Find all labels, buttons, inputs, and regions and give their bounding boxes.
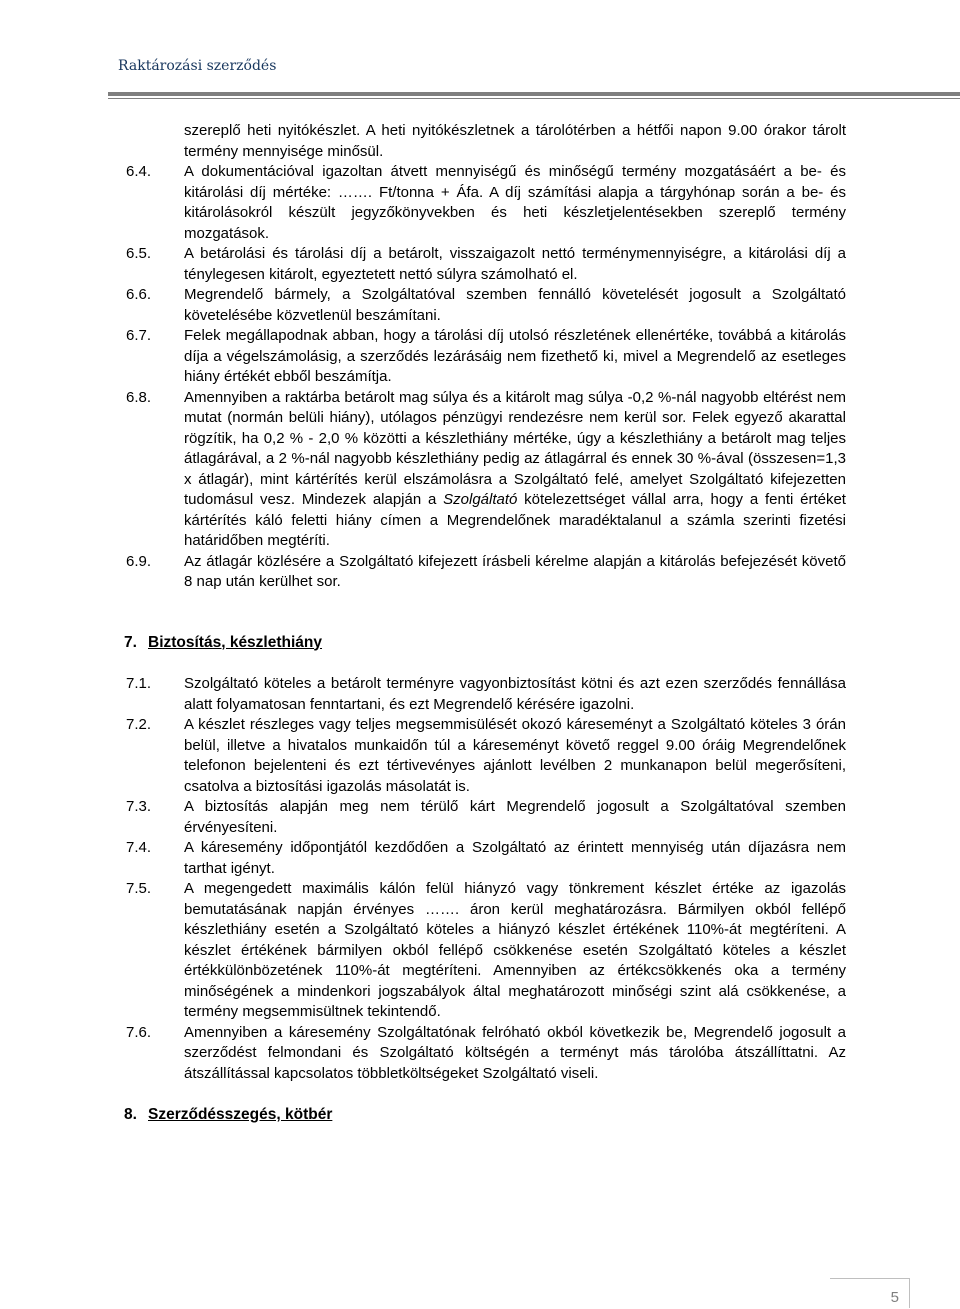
document-header-title: Raktározási szerződés xyxy=(118,58,277,74)
section-number: 8. xyxy=(124,1106,137,1123)
clause-6-7 xyxy=(124,326,846,388)
clause-number: 7.6. xyxy=(126,1023,152,1041)
clause-text: Felek megállapodnak abban, hogy a tárolási díj utolsó részletének ellenértéke, továbbá a kitárolás díja a végelszámolásig, a szerződés lezárásáig nem fizethető ki, mivel a Megrendelő az esetleges hiány értékét ebből beszámítja. xyxy=(184,327,846,385)
section-heading-7 xyxy=(124,633,846,654)
clause-number: 7.1. xyxy=(126,675,152,692)
clause-6-4 xyxy=(124,162,846,244)
section-number: 7. xyxy=(124,633,137,651)
clause-text: A káresemény időpontjától kezdődően a Szolgáltató az érintett mennyiség után díjazásra nem tarthat igényt. xyxy=(184,839,846,877)
clause-text: A betárolási és tárolási díj a betárolt, visszaigazolt nettó terménymennyiségre, a kitárolási díj a ténylegesen kitárolt, egyeztetett nettó súlyra számolható el. xyxy=(184,245,846,283)
document-body xyxy=(124,121,846,1126)
clause-text: Az átlagár közlésére a Szolgáltató kifejezett írásbeli kérelme alapján a kitárolás befejezését követő 8 nap után kerülhet sor. xyxy=(184,552,846,590)
clause-6-5 xyxy=(124,244,846,285)
clause-text-italic: Szolgáltató xyxy=(443,491,518,508)
header-rule-thin xyxy=(108,98,960,99)
section-title: Biztosítás, készlethiány xyxy=(148,633,323,651)
clause-number: 6.7. xyxy=(126,327,152,344)
clause-7-4 xyxy=(124,838,846,879)
clause-6-8 xyxy=(124,388,846,552)
clause-text: A biztosítás alapján meg nem térülő kárt Megrendelő jogosult a Szolgáltatóval szemben érvényesíteni. xyxy=(184,798,846,836)
paragraph-text: szereplő heti nyitókészlet. A heti nyitókészletnek a tárolótérben a hétfői napon 9.00 órakor tárolt termény mennyisége minősül. xyxy=(184,122,846,160)
clause-number: 6.9. xyxy=(126,552,152,570)
page-number: 5 xyxy=(830,1278,910,1308)
clause-7-3 xyxy=(124,797,846,838)
clause-number: 6.6. xyxy=(126,286,152,303)
section-heading-8 xyxy=(124,1105,846,1126)
header-rule xyxy=(108,92,960,96)
clause-text: A megengedett maximális kálón felül hiányzó vagy tönkrement készlet értéke az igazolás bemutatásának napján érvényes ……. áron kerül meghatározásra. Bármilyen okból fellépő készlethiány esetén a Szolgáltató köteles a hiányzó készlet értékének 110%-át megtéríteni. A készlet értékének bármilyen okból fellépő csökkenése esetén Szolgáltató köteles a készlet értékkülönbözetének 110%-át megtéríteni. Amennyiben az értékcsökkenés oka a termény minőségének a mindenkori jogszabályok által meghatározott minőségi szint alá csökkenése, a termény megsemmisültnek tekintendő. xyxy=(184,880,846,1020)
clause-6-9 xyxy=(124,552,846,593)
clause-7-2 xyxy=(124,715,846,797)
clause-text: Szolgáltató köteles a betárolt terményre vagyonbiztosítást kötni és azt ezen szerződés fennállása alatt folyamatosan fenntartani, és ezt Megrendelő kérésére igazolni. xyxy=(184,675,846,713)
clause-number: 6.4. xyxy=(126,163,152,180)
clause-6-6 xyxy=(124,285,846,326)
clause-number: 6.8. xyxy=(126,388,152,406)
clause-7-6 xyxy=(124,1023,846,1085)
clause-number: 7.5. xyxy=(126,880,152,897)
clause-number: 7.2. xyxy=(126,716,152,733)
clause-text-part: kötelezettséget vállal arra, hogy a fenti értéket kártérítés káló feletti hiány címen a Megrendelőnek maradéktalanul a számla szerinti fizetési határidőben megtéríti. xyxy=(184,491,846,549)
clause-text xyxy=(184,388,846,552)
clause-7-1 xyxy=(124,674,846,715)
clause-number: 7.3. xyxy=(126,798,152,815)
clause-text: A dokumentációval igazoltan átvett mennyiségű és minőségű termény mozgatásáért a be- és kitárolási díj mértéke: ……. Ft/tonna + Áfa. A díj számítási alapja a tárgyhónap során a be- és kitárolásokról készült jegyzőkönyvekben és heti készletjelentésekben szereplő termény mozgatások. xyxy=(184,163,846,242)
clause-text: Amennyiben a káresemény Szolgáltatónak felróható okból következik be, Megrendelő jogosult a szerződést felmondani és Szolgáltató költségén a terményt más tárolóba átszállíttatni. Az átszállítással kapcsolatos többletköltségeket Szolgáltató viseli. xyxy=(184,1023,846,1082)
section-title: Szerződésszegés, kötbér xyxy=(148,1106,333,1123)
clause-7-5 xyxy=(124,879,846,1023)
clause-text-part: Amennyiben a raktárba betárolt mag súlya és a kitárolt mag súlya -0,2 %-nál nagyobb eltérést nem mutat (normán belüli hiány), utólagos pénzügyi rendezésre nem kerül sor. Felek egyező akarattal rögzítik, ha 0,2 % - 2,0 % közötti a készlethiány mértéke, úgy a készlethiány a betárolt mag teljes átlagárával, a 2 %-nál nagyobb készlethiány pedig az átlagárral és ennek 30 %-ával (összesen=1,3 x átlagár), mint kártérítés kerül elszámolásra a Szolgáltató felé, amelyet Szolgáltató kifejezetten tudomásul vesz. Mindezek alapján a xyxy=(184,388,846,508)
continuation-paragraph xyxy=(124,121,846,162)
clause-number: 6.5. xyxy=(126,245,152,262)
clause-number: 7.4. xyxy=(126,839,152,856)
clause-text: A készlet részleges vagy teljes megsemmisülését okozó káreseményt a Szolgáltató köteles 3 órán belül, illetve a hivatalos munkaidőn túl a káreseményt követő reggel 9.00 óráig Megrendelőnek telefonon bejelenteni és ezt tértivevényes ajánlott levélben 2 munkanapon belül megerősíteni, csatolva a biztosítási igazolás másolatát is. xyxy=(184,716,846,795)
clause-text: Megrendelő bármely, a Szolgáltatóval szemben fennálló követelését jogosult a Szolgáltató követelésébe közvetlenül beszámítani. xyxy=(184,286,846,324)
